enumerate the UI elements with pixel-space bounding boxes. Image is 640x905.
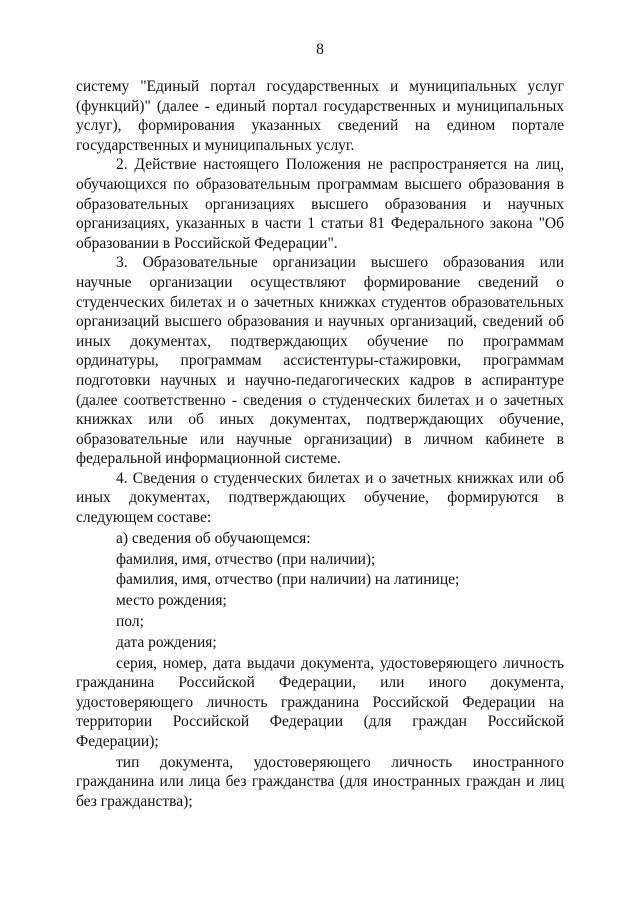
list-item-id-document: серия, номер, дата выдачи документа, удостоверяющего личность гражданина Российской Федерации, или иного документа, удостоверяющего личность гражданина Российской Федерации на территории Российской Федерации (для граждан Российской Федерации); — [76, 654, 564, 750]
paragraph-4: 4. Сведения о студенческих билетах и о зачетных книжках или об иных документах, подтверждающих обучение, формируются в следующем составе: — [76, 469, 564, 527]
paragraph-2: 2. Действие настоящего Положения не распространяется на лиц, обучающихся по образовательным программам высшего образования в образовательных организациях высшего образования и научных организациях, указанных в части 1 статьи 81 Федерального закона "Об образовании в Российской Федерации". — [76, 156, 564, 252]
paragraph-3: 3. Образовательные организации высшего образования или научные организации осуществляют формирование сведений о студенческих билетах и о зачетных книжках студентов образовательных организаций высшего образования и научных организаций, сведений об иных документах, подтверждающих обучение по программам ординатуры, программам ассистентуры-стажировки, программам подготовки научных и научно-педагогических кадров в аспирантуре (далее соответственно - сведения о студенческих билетах и о зачетных книжках или об иных документах, подтверждающих обучение, образовательные или научные организации) в личном кабинете в федеральной информационной системе. — [76, 254, 564, 468]
list-item-sex: пол; — [116, 612, 144, 630]
list-item-birthdate: дата рождения; — [116, 633, 217, 651]
list-item-student-info: а) сведения об обучающемся: — [116, 529, 311, 547]
list-item-birthplace: место рождения; — [116, 592, 227, 610]
list-item-full-name: фамилия, имя, отчество (при наличии); — [116, 550, 376, 568]
page-number: 8 — [316, 41, 324, 58]
paragraph-continuation: систему "Единый портал государственных и муниципальных услуг (функций)" (далее - единый портал государственных и муниципальных услуг), формирования указанных сведений на едином портале государственных и муниципальных услуг. — [76, 78, 564, 154]
list-item-full-name-latin: фамилия, имя, отчество (при наличии) на латинице; — [116, 571, 460, 589]
document-body — [76, 77, 564, 811]
list-item-foreign-id-type: тип документа, удостоверяющего личность иностранного гражданина или лица без гражданства (для иностранных граждан и лиц без гражданства); — [76, 753, 564, 810]
